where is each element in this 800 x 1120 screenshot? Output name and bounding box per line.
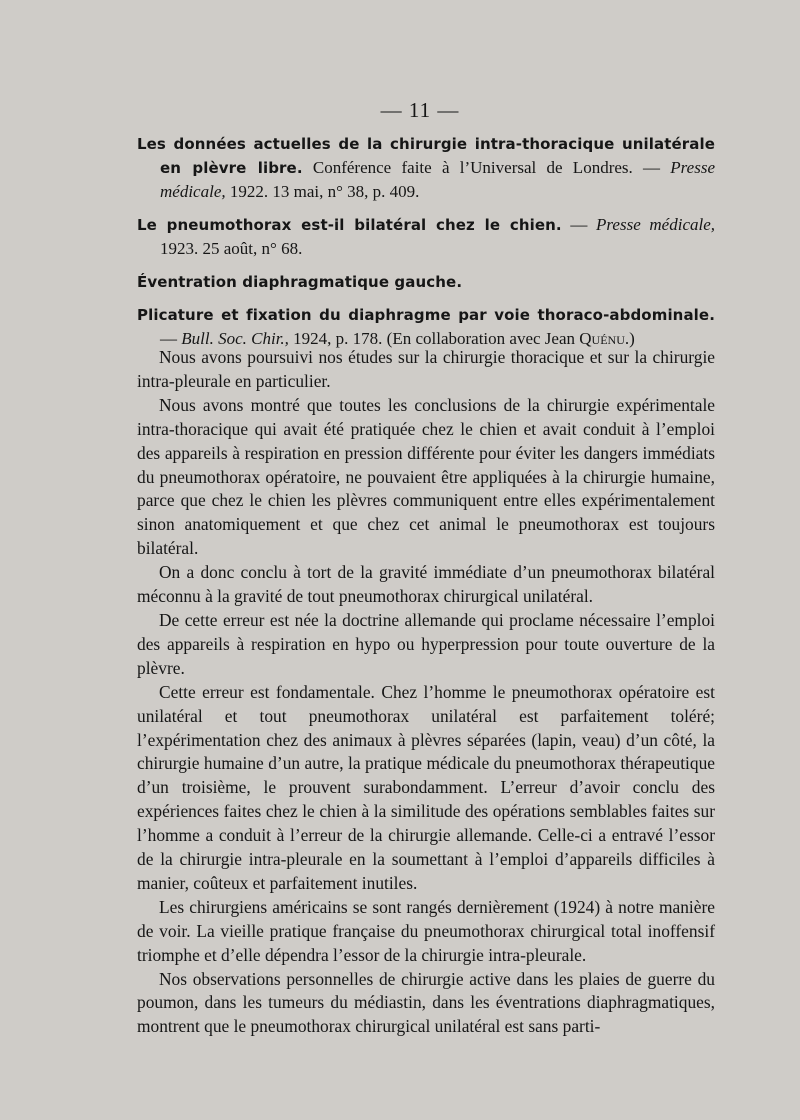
reference-title: Le pneumothorax est-il bilatéral chez le chien.	[137, 216, 562, 234]
paragraph: Cette erreur est fondamentale. Chez l’homme le pneumothorax opératoire est unilatéral et tout pneumothorax unilatéral est parfaitement toléré; l’expérimentation chez des animaux à plèvres séparées (lapin, veau) d’un côté, la chirurgie humaine d’un autre, la pratique médicale du pneumothorax thérapeutique d’un troisième, le prouvent surabondamment. L’erreur d’avoir conclu des expériences faites chez le chien à la similitude des opérations semblables faites sur l’homme a conduit à l’erreur de la chirurgie allemande. Celle-ci a entravé l’essor de la chirurgie intra-pleurale en la soumettant à l’emploi d’appareils difficiles à manier, coûteux et parfaitement inutiles.	[137, 681, 715, 893]
reference-item	[137, 132, 715, 204]
paragraph: Les chirurgiens américains se sont rangés dernièrement (1924) à notre manière de voir. La vieille pratique française du pneumothorax chirurgical total inoffensif triomphe et d’elle dépendra l’essor de la chirurgie intra-pleurale.	[137, 896, 715, 965]
paragraph: Nos observations personnelles de chirurgie active dans les plaies de guerre du poumon, dans les tumeurs du médiastin, dans les éventrations diaphragmatiques, montrent que le pneumothorax chirurgical unilatéral est sans parti-	[137, 968, 715, 1037]
reference-author: Quénu	[579, 329, 625, 348]
reference-title: Plicature et fixation du diaphragme par voie thoraco-abdominale.	[137, 306, 715, 324]
page-number: — 11 —	[380, 98, 460, 122]
reference-separator: —	[160, 329, 182, 348]
reference-date: 1922. 13 mai, n° 38, p. 409.	[225, 182, 420, 201]
paragraph: De cette erreur est née la doctrine allemande qui proclame nécessaire l’emploi des appareils à respiration en hypo ou hyperpression pour toute ouverture de la plèvre.	[137, 609, 715, 678]
paragraph: Nous avons montré que toutes les conclusions de la chirurgie expérimentale intra-thoracique qui avait été pratiquée chez le chien et avait conduit à l’emploi des appareils à respiration en pression différente pour éviter les dangers immédiats du pneumothorax opératoire, ne pouvaient être appliquées à la chirurgie humaine, parce que chez le chien les plèvres communiquent entre elles expérimentalement sinon anatomiquement et que chez cet animal le pneumothorax est toujours bilatéral.	[137, 394, 715, 559]
reference-date: 1924, p. 178. (En collaboration avec Jean	[288, 329, 580, 348]
reference-date: 1923. 25 août, n° 68.	[160, 239, 303, 258]
reference-title: Éventration diaphragmatique gauche.	[137, 273, 463, 291]
reference-separator: —	[561, 215, 597, 234]
reference-venue: Conférence faite à l’Universal de Londres. —	[302, 158, 671, 177]
paragraph: Nous avons poursuivi nos études sur la chirurgie thoracique et sur la chirurgie intra-pleurale en particulier.	[137, 347, 715, 391]
paragraph: On a donc conclu à tort de la gravité immédiate d’un pneumothorax bilatéral méconnu à la gravité de tout pneumothorax chirurgical unilatéral.	[137, 562, 715, 607]
reference-item	[137, 270, 715, 294]
reference-item	[137, 213, 715, 261]
reference-item	[137, 303, 715, 351]
reference-title: Les données actuelles de la chirurgie intra-thoracique unilatérale en plèvre libre.	[137, 135, 715, 177]
body-text	[137, 346, 715, 1039]
reference-journal: Bull. Soc. Chir.,	[181, 329, 289, 348]
reference-journal: Presse médicale,	[596, 215, 716, 234]
reference-journal: Presse médicale,	[160, 158, 715, 201]
reference-list	[137, 132, 715, 360]
reference-end: .)	[624, 329, 635, 348]
